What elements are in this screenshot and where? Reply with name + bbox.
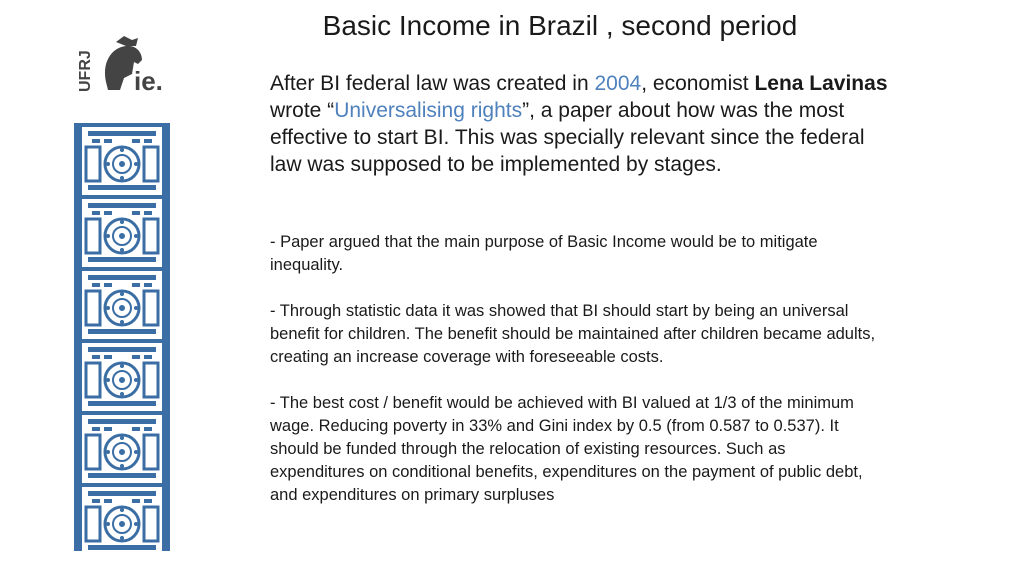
azulejo-tile-strip	[74, 123, 170, 551]
bullet-cost-benefit: - The best cost / benefit would be achieved with BI valued at 1/3 of the minimum wage. Reducing poverty in 33% and Gini index by 0.5 (from 0.587 to 0.537). It should be funded through the relocation of existing resources. Such as expenditures on conditional benefits, expenditures on the payment of public debt, and expenditures on primary surpluses	[270, 394, 863, 504]
intro-author: Lena Lavinas	[754, 72, 888, 95]
slide-title: Basic Income in Brazil , second period	[322, 10, 798, 41]
intro-text-2: , economist	[641, 72, 755, 95]
bullet-list	[270, 231, 880, 530]
intro-paragraph	[270, 70, 890, 178]
intro-text-4: ”, a paper about how was the most effective to start BI. This was specially relevant since the federal law was supposed to be implemented by stages.	[270, 99, 865, 176]
ufrj-ie-logo	[76, 34, 176, 96]
intro-text-1: After BI federal law was created in	[270, 72, 595, 95]
bullet-children-benefit: - Through statistic data it was showed that BI should start by being an universal benefit for children. The benefit should be maintained after children became adults, creating an increase coverage with foreseeable costs.	[270, 302, 876, 366]
intro-year: 2004	[594, 72, 642, 95]
logo-ufrj-text: UFRJ	[77, 50, 94, 92]
logo-ie-text: ie.	[134, 66, 163, 96]
intro-text-3: wrote “	[270, 99, 335, 122]
intro-paper-title: Universalising rights	[334, 99, 523, 122]
bullet-inequality: - Paper argued that the main purpose of Basic Income would be to mitigate inequality.	[270, 233, 818, 274]
